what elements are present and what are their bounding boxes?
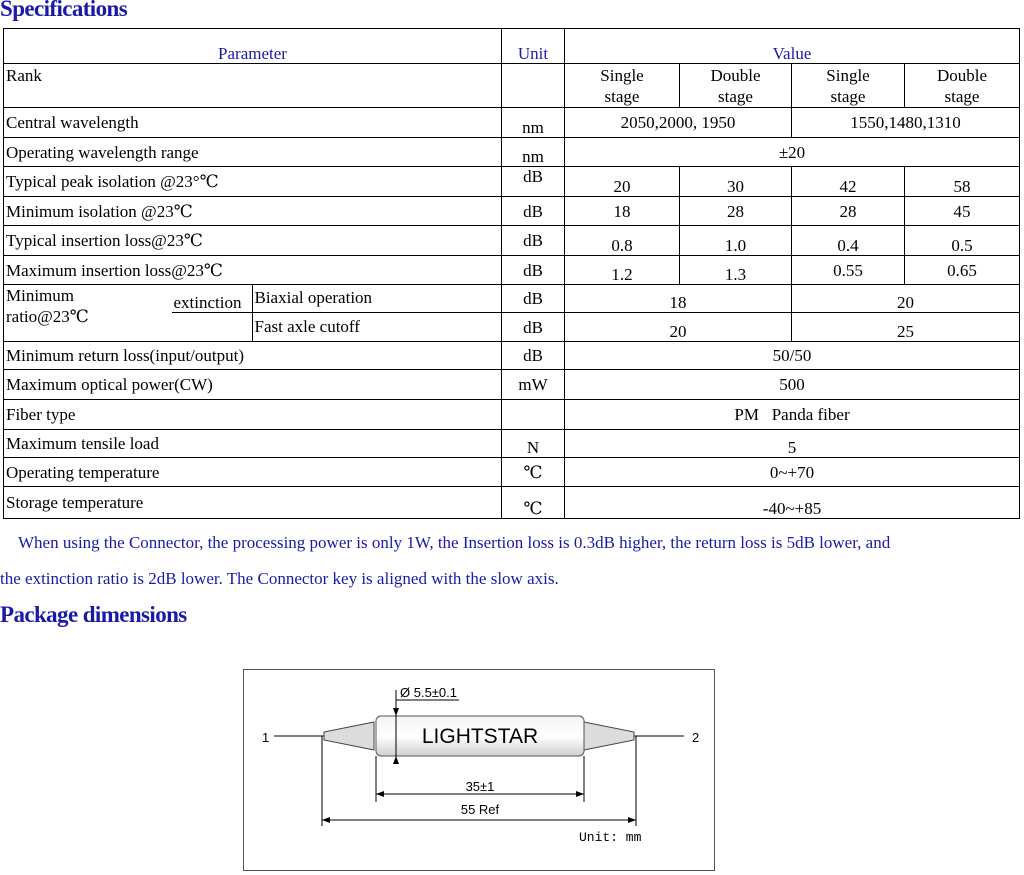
unit-label: Unit: mm (579, 830, 642, 845)
storage-temp-value: -40~+85 (565, 487, 1020, 519)
rank-row (4, 64, 1020, 108)
rank-v2: Double stage (680, 64, 792, 108)
central-left: 2050,2000, 1950 (565, 108, 792, 138)
connector-note-line2: the extinction ratio is 2dB lower. The Connector key is aligned with the slow axis. (0, 569, 559, 588)
biaxial-right: 20 (792, 285, 1020, 313)
min-isolation-v2: 28 (680, 197, 792, 226)
min-isolation-v1: 18 (565, 197, 680, 226)
operating-range-value: ±20 (565, 138, 1020, 167)
typical-il-unit: dB (502, 226, 565, 256)
storage-temp-unit: ℃ (502, 487, 565, 519)
package-dimensions-heading: Package dimensions (0, 602, 187, 627)
min-isolation-v4: 45 (905, 197, 1020, 226)
biaxial-unit: dB (502, 285, 565, 313)
diameter-arrow-top (393, 708, 399, 716)
peak-isolation-row (4, 167, 1020, 197)
operating-range-row (4, 138, 1020, 167)
storage-temp-row (4, 487, 1020, 519)
port-2-label: 2 (692, 730, 700, 745)
total-length-label: 55 Ref (460, 802, 500, 817)
boot-left (324, 722, 374, 750)
op-temp-label: Operating temperature (4, 458, 502, 487)
return-loss-label: Minimum return loss(input/output) (4, 342, 502, 370)
specifications-table (3, 28, 1020, 519)
min-isolation-v3: 28 (792, 197, 905, 226)
return-loss-value: 50/50 (565, 342, 1020, 370)
max-il-v4: 0.65 (905, 256, 1020, 285)
typical-il-v1: 0.8 (565, 226, 680, 256)
peak-isolation-v2: 30 (680, 167, 792, 197)
central-unit: nm (502, 108, 565, 138)
operating-range-unit: nm (502, 138, 565, 167)
min-isolation-unit: dB (502, 197, 565, 226)
max-il-row (4, 256, 1020, 285)
return-loss-row (4, 342, 1020, 370)
peak-isolation-label: Typical peak isolation @23°℃ (4, 167, 502, 197)
extinction-label-a: Minimum ratio@23℃ (4, 285, 172, 342)
typical-il-v4: 0.5 (905, 226, 1020, 256)
max-il-unit: dB (502, 256, 565, 285)
rank-v4: Double stage (905, 64, 1020, 108)
isolator-diagram (244, 670, 714, 870)
max-il-v2: 1.3 (680, 256, 792, 285)
max-power-label: Maximum optical power(CW) (4, 370, 502, 400)
biaxial-left: 18 (565, 285, 792, 313)
unit-header: Unit (502, 29, 565, 64)
max-power-row (4, 370, 1020, 400)
extinction-label-b: extinction (173, 293, 242, 312)
op-temp-unit: ℃ (502, 458, 565, 487)
op-temp-value: 0~+70 (565, 458, 1020, 487)
op-temp-row (4, 458, 1020, 487)
port-1-label: 1 (262, 730, 270, 745)
min-isolation-row (4, 197, 1020, 226)
typical-il-v2: 1.0 (680, 226, 792, 256)
return-loss-unit: dB (502, 342, 565, 370)
value-header: Value (565, 29, 1020, 64)
typical-il-label: Typical insertion loss@23℃ (4, 226, 502, 256)
max-power-unit: mW (502, 370, 565, 400)
connector-note-line1: When using the Connector, the processing power is only 1W, the Insertion loss is 0.3dB higher, the return loss is 5dB lower, and (18, 533, 891, 552)
parameter-header: Parameter (4, 29, 502, 64)
fast-label-cell (172, 313, 502, 342)
tensile-value: 5 (565, 430, 1020, 458)
peak-isolation-v1: 20 (565, 167, 680, 197)
max-il-v3: 0.55 (792, 256, 905, 285)
operating-range-label: Operating wavelength range (4, 138, 502, 167)
rank-v3: Single stage (792, 64, 905, 108)
typical-il-row (4, 226, 1020, 256)
tensile-unit: N (502, 430, 565, 458)
tensile-row (4, 430, 1020, 458)
min-isolation-label: Minimum isolation @23℃ (4, 197, 502, 226)
fast-right: 25 (792, 313, 1020, 342)
peak-isolation-v3: 42 (792, 167, 905, 197)
fiber-unit (502, 400, 565, 430)
fiber-value: PM Panda fiber (565, 400, 1020, 430)
peak-isolation-v4: 58 (905, 167, 1020, 197)
peak-isolation-unit: dB (502, 167, 565, 197)
rank-label: Rank (4, 64, 502, 108)
central-right: 1550,1480,1310 (792, 108, 1020, 138)
tensile-label: Maximum tensile load (4, 430, 502, 458)
fiber-label: Fiber type (4, 400, 502, 430)
diameter-arrow-bottom (393, 756, 399, 764)
boot-right (584, 722, 634, 750)
central-label: Central wavelength (4, 108, 502, 138)
header-row (4, 29, 1020, 64)
specifications-heading: Specifications (0, 0, 128, 21)
typical-il-v3: 0.4 (792, 226, 905, 256)
fast-label: Fast axle cutoff (254, 317, 360, 336)
fast-unit: dB (502, 313, 565, 342)
brand-label: LIGHTSTAR (421, 725, 539, 748)
package-drawing (243, 669, 715, 871)
fiber-row (4, 400, 1020, 430)
max-il-v1: 1.2 (565, 256, 680, 285)
diameter-label: Ø 5.5±0.1 (400, 685, 458, 700)
rank-v1: Single stage (565, 64, 680, 108)
fast-left: 20 (565, 313, 792, 342)
biaxial-label-cell (172, 285, 502, 313)
extinction-biaxial-row (4, 285, 1020, 313)
max-power-value: 500 (565, 370, 1020, 400)
max-il-label: Maximum insertion loss@23℃ (4, 256, 502, 285)
body-length-label: 35±1 (465, 779, 495, 794)
central-row (4, 108, 1020, 138)
storage-temp-label: Storage temperature (4, 487, 502, 519)
biaxial-label: Biaxial operation (254, 288, 373, 307)
